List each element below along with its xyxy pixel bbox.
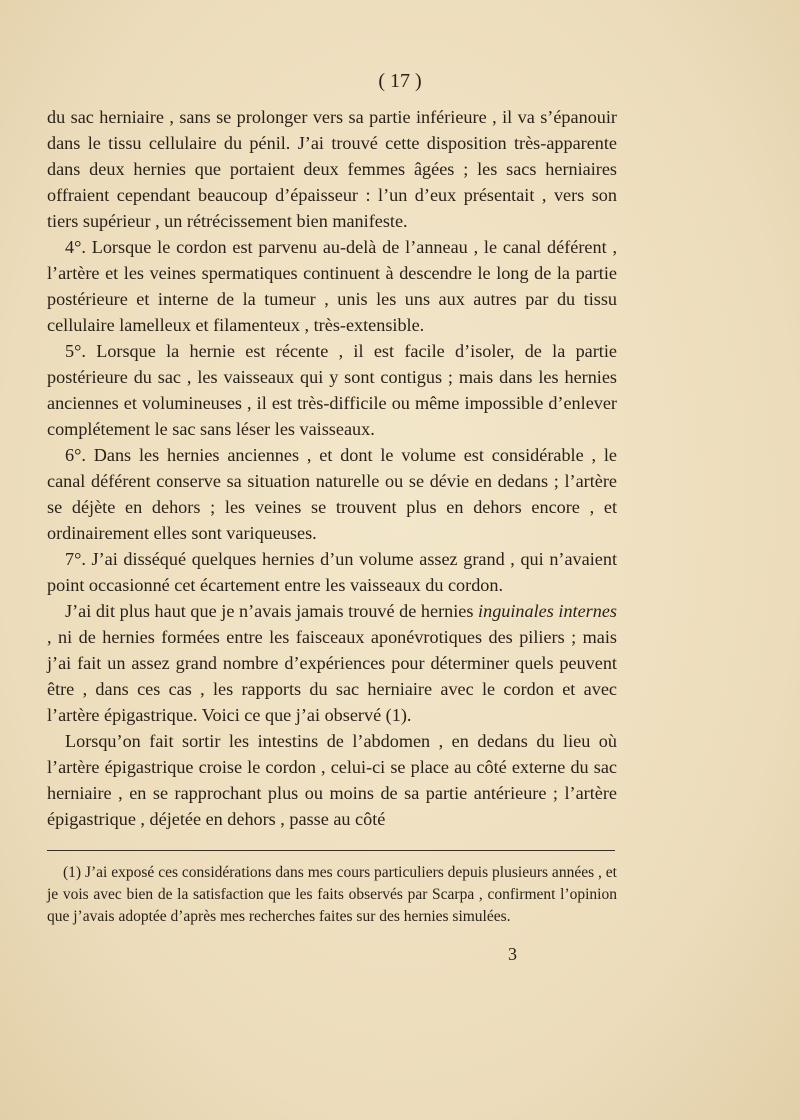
paragraph-7: Lorsqu’on fait sortir les intestins de l’abdomen , en dedans du lieu où l’artère épigastrique croise le cordon , celui-ci se place au côté externe du sac herniaire , en se rapprochant plus ou moins de sa partie antérieure ; l’artère épigastrique , déjetée en dehors , passe au côté bbox=[47, 731, 617, 829]
paragraph-6-end: , ni de hernies formées entre les faisceaux aponévrotiques des piliers ; mais j’ai fait un assez grand nombre d’expériences pour déterminer quels peuvent être , dans ces cas , les rapports du sac herniaire avec le cordon et avec l’artère épigastrique. Voici ce que j’ai observé (1). bbox=[47, 627, 617, 725]
paragraph-4: 6°. Dans les hernies anciennes , et dont le volume est considérable , le canal déférent conserve sa situation naturelle ou se dévie en dedans ; l’artère se déjète en dehors ; les veines se trouvent plus en dehors encore , et ordinairement elles sont variqueuses. bbox=[47, 445, 617, 543]
paragraph-6 bbox=[47, 598, 617, 728]
paragraph-5: 7°. J’ai disséqué quelques hernies d’un volume assez grand , qui n’avaient point occasionné cet écartement entre les vaisseaux du cordon. bbox=[47, 549, 617, 595]
page-number: ( 17 ) bbox=[378, 70, 422, 92]
footnote-text: (1) J’ai exposé ces considérations dans mes cours particuliers depuis plusieurs années , et je vois avec bien de la satisfaction que les faits observés par Scarpa , confirment l’opinion que j’avais adoptée d’après mes recherches faites sur des hernies simulées. bbox=[47, 864, 617, 925]
paragraph-1: du sac herniaire , sans se prolonger vers sa partie inférieure , il va s’épanouir dans le tissu cellulaire du pénil. J’ai trouvé cette disposition très-apparente dans deux hernies que portaient deux femmes âgées ; les sacs herniaires offraient cependant beaucoup d’épaisseur : l’un d’eux présentait , vers son tiers supérieur , un rétrécissement bien manifeste. bbox=[47, 107, 617, 231]
footnote-rule bbox=[47, 850, 615, 851]
paragraph-6-italic: inguinales internes bbox=[478, 601, 618, 621]
paragraph-6-start: J’ai dit plus haut que je n’avais jamais trouvé de hernies bbox=[65, 601, 479, 621]
signature-mark: 3 bbox=[508, 944, 517, 964]
paragraph-2: 4°. Lorsque le cordon est parvenu au-delà de l’anneau , le canal déférent , l’artère et les veines spermatiques continuent à descendre le long de la partie postérieure et interne de la tumeur , unis les uns aux autres par du tissu cellulaire lamelleux et filamenteux , très-extensible. bbox=[47, 237, 617, 335]
footnote bbox=[47, 862, 617, 928]
paragraph-3: 5°. Lorsque la hernie est récente , il est facile d’isoler, de la partie postérieure du sac , les vaisseaux qui y sont contigus ; mais dans les hernies anciennes et volumineuses , il est très-difficile ou même impossible d’enlever complétement le sac sans léser les vaisseaux. bbox=[47, 341, 617, 439]
body-text bbox=[47, 104, 617, 832]
